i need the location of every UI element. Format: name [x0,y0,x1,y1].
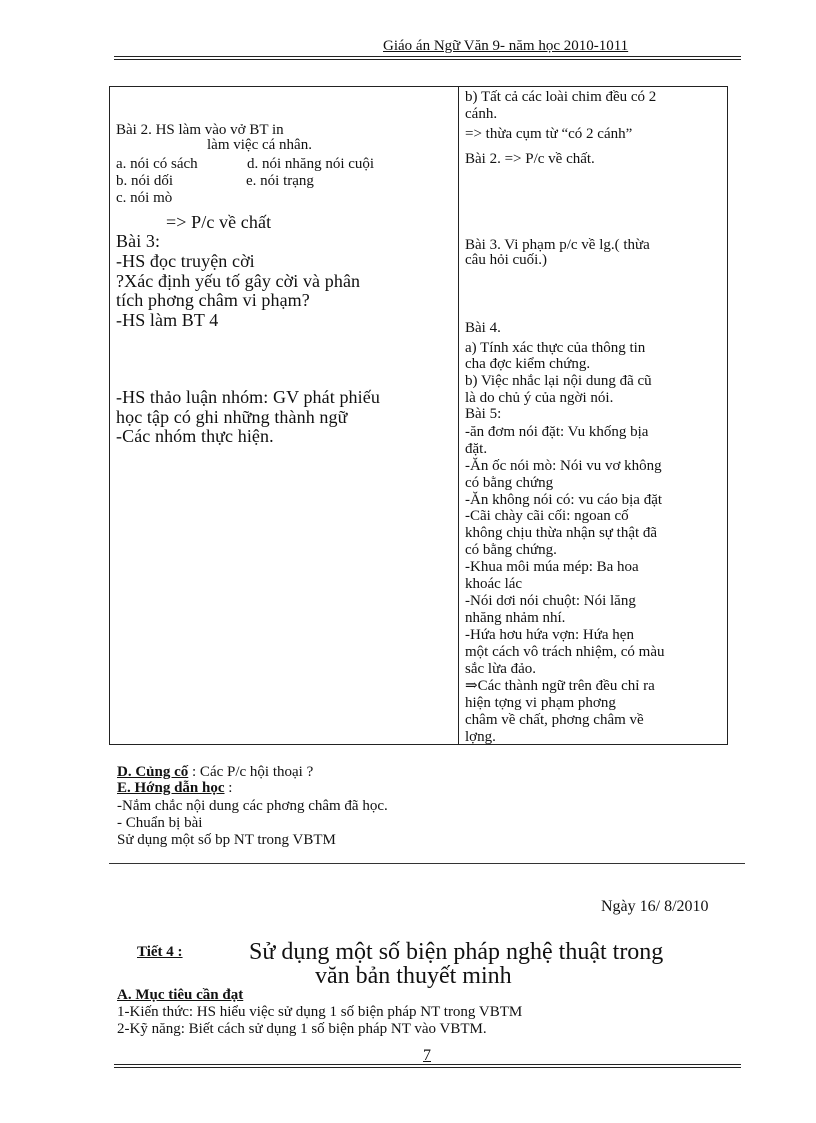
right-thanh-ngu-4a: -Cãi chày cãi cối: ngoan cố [465,508,629,524]
right-thanh-ngu-3: -Ăn không nói có: vu cáo bịa đặt [465,492,663,508]
left-bai5-line1: -HS thảo luận nhóm: GV phát phiếu [116,387,380,407]
huong-dan-label: E. Hớng dẫn học [117,780,225,796]
left-bai2-intro: Bài 2. HS làm vào vở BT in [116,122,284,138]
right-bai4-b1: b) Việc nhắc lại nội dung đã cũ [465,373,652,389]
header-title: Giáo án Ngữ Văn 9- năm học 2010-1011 [383,38,629,54]
right-thanh-ngu-1a: -ăn đơm nói đặt: Vu khống bịa [465,424,649,440]
huong-dan-1: -Nắm chắc nội dung các phơng châm đã học. [117,798,388,814]
huong-dan-line [117,781,232,796]
lesson-date: Ngày 16/ 8/2010 [601,898,709,915]
column-divider [458,87,459,744]
huong-dan-3: Sử dụng một số bp NT trong VBTM [117,832,336,848]
ky-nang: 2-Kỹ năng: Biết cách sử dụng 1 số biện pháp NT vào VBTM. [117,1021,487,1037]
footer-rule [114,1064,741,1065]
right-b-line2: cánh. [465,106,498,122]
right-conclusion-3: châm về chất, phơng châm về [465,712,644,728]
left-bai3-line2: ?Xác định yếu tố gây cời và phân [116,271,361,291]
huong-dan-2: - Chuẩn bị bài [117,815,203,831]
section-rule [109,863,745,864]
left-bai2-b: b. nói dối [116,173,174,189]
right-thanh-ngu-5b: khoác lác [465,576,523,592]
right-conclusion-1: ⇒Các thành ngữ trên đều chỉ ra [465,678,655,694]
lesson-table [109,86,728,745]
left-bai2-e: e. nói trạng [246,173,314,189]
right-thanh-ngu-4b: không chịu thừa nhận sự thật đã [465,525,658,541]
left-bai3-line1: -HS đọc truyện cời [116,251,255,271]
right-thanh-ngu-7a: -Hứa hơu hứa vợn: Hứa hẹn [465,627,634,643]
muc-tieu-heading: A. Mục tiêu cần đạt [117,987,244,1003]
right-thanh-ngu-7b: một cách vô trách nhiệm, có màu [465,644,665,660]
right-thanh-ngu-6a: -Nói dơi nói chuột: Nói lăng [465,593,636,609]
lesson-title-line2: văn bản thuyết minh [315,963,512,989]
right-thanh-ngu-6b: nhăng nhảm nhí. [465,610,566,626]
left-bai3-line3: tích phơng châm vi phạm? [116,290,310,310]
right-bai2: Bài 2. => P/c về chất. [465,151,595,167]
left-bai4-line1: -HS làm BT 4 [116,310,219,330]
header-rule-double [114,59,741,60]
right-thanh-ngu-1b: đặt. [465,441,488,457]
right-b-line1: b) Tất cả các loài chim đều có 2 [465,89,657,105]
cung-co-label: D. Củng cố [117,764,189,780]
left-bai2-a: a. nói có sách [116,156,198,172]
right-bai3-line1: Bài 3. Vi phạm p/c về lg.( thừa [465,237,650,253]
footer-rule-double [114,1067,741,1068]
left-bai3-title: Bài 3: [116,231,161,251]
right-bai4-title: Bài 4. [465,320,501,336]
right-bai4-b2: là do chủ ý của ngời nói. [465,390,614,406]
right-thanh-ngu-2b: có bằng chứng [465,475,554,491]
right-conclusion-2: hiện tợng vi phạm phơng [465,695,616,711]
huong-dan-colon: : [228,780,233,796]
right-bai5-title: Bài 5: [465,406,502,422]
header-rule [114,56,741,57]
right-thanh-ngu-4c: có bằng chứng. [465,542,557,558]
right-thanh-ngu-7c: sắc lừa đảo. [465,661,537,677]
cung-co-text: : Các P/c hội thoại ? [192,764,314,780]
cung-co-line [117,765,313,780]
lesson-label: Tiết 4 : [137,944,183,960]
right-thanh-ngu-5a: -Khua môi múa mép: Ba hoa [465,559,639,575]
lesson-title-line1: Sử dụng một số biện pháp nghệ thuật trong [249,939,664,965]
right-b-line3: => thừa cụm từ “có 2 cánh” [465,126,633,142]
right-bai3-line2: câu hỏi cuối.) [465,252,548,268]
left-bai2-c: c. nói mò [116,190,173,206]
left-bai5-line2: học tập có ghi những thành ngữ [116,407,348,427]
left-bai2-sub: làm việc cá nhân. [207,137,312,153]
left-bai2-result: => P/c về chất [166,212,272,232]
right-thanh-ngu-2a: -Ăn ốc nói mò: Nói vu vơ không [465,458,662,474]
page-number: 7 [423,1047,431,1064]
kien-thuc: 1-Kiến thức: HS hiểu việc sử dụng 1 số biện pháp NT trong VBTM [117,1004,523,1020]
right-conclusion-4: lợng. [465,729,496,745]
left-bai5-line3: -Các nhóm thực hiện. [116,426,274,446]
left-bai2-d: d. nói nhăng nói cuội [247,156,375,172]
right-bai4-a1: a) Tính xác thực của thông tin [465,340,646,356]
right-bai4-a2: cha đợc kiểm chứng. [465,356,591,372]
